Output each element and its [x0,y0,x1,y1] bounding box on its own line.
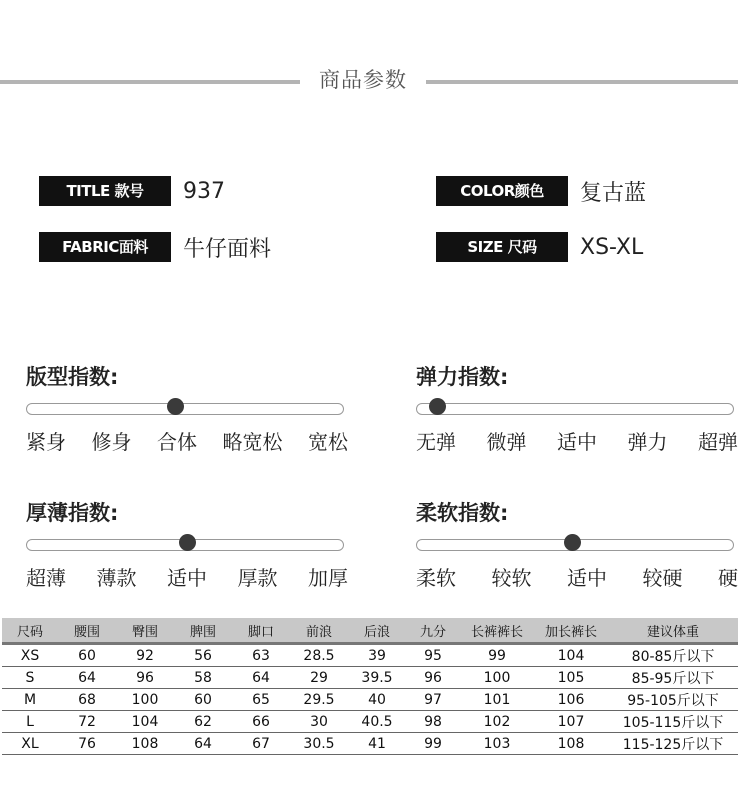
table-cell: 39.5 [348,667,406,689]
table-cell: 63 [232,644,290,667]
header-divider-right [426,80,738,84]
header-divider-left [0,80,300,84]
table-cell: 60 [174,689,232,711]
fit-label: 合体 [157,430,197,454]
thickness-label: 超薄 [26,566,66,590]
table-header-cell: 长裤裤长 [460,618,534,644]
section-title: 商品参数 [319,68,407,92]
size-table [2,618,738,755]
table-cell: 99 [460,644,534,667]
thickness-index-marker [179,534,196,551]
table-cell: 28.5 [290,644,348,667]
table-cell: 108 [534,733,608,755]
table-cell: 97 [406,689,460,711]
table-row [2,644,738,667]
param-fabric [39,232,271,262]
table-cell: 58 [174,667,232,689]
param-fabric-value: 牛仔面料 [183,236,272,262]
elastic-index-labels [416,426,738,455]
table-cell: 100 [116,689,174,711]
param-color-value: 复古蓝 [580,180,647,206]
table-row [2,667,738,689]
table-row [2,711,738,733]
table-header-cell: 脾围 [174,618,232,644]
table-cell: 60 [58,644,116,667]
param-size-label: SIZE 尺码 [436,232,568,262]
param-title-value: 937 [183,178,225,204]
table-header-cell: 前浪 [290,618,348,644]
table-cell: 68 [58,689,116,711]
param-title [39,176,225,206]
table-cell: 40 [348,689,406,711]
fit-label: 略宽松 [222,430,283,454]
param-fabric-label: FABRIC面料 [39,232,171,262]
table-cell: 39 [348,644,406,667]
elastic-label: 弹力 [627,430,668,454]
param-title-label: TITLE 款号 [39,176,171,206]
table-header-cell: 腰围 [58,618,116,644]
param-size-value: XS-XL [580,234,644,260]
softness-label: 柔软 [416,566,456,590]
table-row [2,689,738,711]
table-cell: 104 [116,711,174,733]
table-header-cell: 尺码 [2,618,58,644]
table-cell: 108 [116,733,174,755]
table-cell: 106 [534,689,608,711]
table-cell: 64 [174,733,232,755]
elastic-index-title: 弹力指数: [416,365,509,389]
elastic-index-marker [429,398,446,415]
table-cell: 105 [534,667,608,689]
table-cell: 67 [232,733,290,755]
thickness-label: 厚款 [237,566,278,590]
table-header-cell: 臀围 [116,618,174,644]
table-header-row [2,618,738,644]
elastic-label: 无弹 [416,430,456,454]
table-cell: 65 [232,689,290,711]
table-cell: 40.5 [348,711,406,733]
thickness-label: 加厚 [308,566,348,590]
fit-label: 紧身 [26,430,66,454]
table-cell: XS [2,644,58,667]
table-cell: 92 [116,644,174,667]
table-cell: 95-105斤以下 [608,689,738,711]
table-cell: 104 [534,644,608,667]
param-size [436,232,643,262]
table-cell: 85-95斤以下 [608,667,738,689]
softness-index-marker [564,534,581,551]
softness-label: 较硬 [642,566,683,590]
table-cell: 100 [460,667,534,689]
thickness-label: 薄款 [96,566,137,590]
fit-label: 宽松 [308,430,348,454]
table-cell: 103 [460,733,534,755]
table-cell: 30.5 [290,733,348,755]
fit-index-title: 版型指数: [26,365,119,389]
table-cell: 56 [174,644,232,667]
thickness-index-title: 厚薄指数: [26,501,119,525]
fit-index-track [26,403,344,415]
table-header-cell: 加长裤长 [534,618,608,644]
table-cell: 101 [460,689,534,711]
fit-label: 修身 [91,430,132,454]
table-cell: 98 [406,711,460,733]
table-header-cell: 脚口 [232,618,290,644]
softness-label: 硬 [718,566,738,590]
table-cell: 62 [174,711,232,733]
table-row [2,733,738,755]
table-cell: 66 [232,711,290,733]
table-cell: L [2,711,58,733]
table-cell: 30 [290,711,348,733]
table-cell: 64 [58,667,116,689]
table-cell: 76 [58,733,116,755]
elastic-index [416,362,738,454]
fit-index [26,362,348,454]
table-cell: 29.5 [290,689,348,711]
softness-label: 适中 [567,566,607,590]
elastic-label: 微弹 [486,430,527,454]
table-cell: S [2,667,58,689]
table-cell: 96 [116,667,174,689]
table-cell: 96 [406,667,460,689]
table-header-cell: 建议体重 [608,618,738,644]
elastic-label: 适中 [557,430,597,454]
table-cell: 107 [534,711,608,733]
table-cell: 41 [348,733,406,755]
thickness-label: 适中 [167,566,207,590]
thickness-index-labels [26,562,348,591]
table-cell: 80-85斤以下 [608,644,738,667]
table-cell: M [2,689,58,711]
table-cell: XL [2,733,58,755]
table-cell: 115-125斤以下 [608,733,738,755]
param-color [436,176,646,206]
table-cell: 72 [58,711,116,733]
param-color-label: COLOR颜色 [436,176,568,206]
fit-index-marker [167,398,184,415]
softness-index-title: 柔软指数: [416,501,509,525]
elastic-label: 超弹 [698,430,738,454]
softness-label: 较软 [491,566,532,590]
elastic-index-track [416,403,734,415]
table-cell: 64 [232,667,290,689]
table-header-cell: 后浪 [348,618,406,644]
table-cell: 99 [406,733,460,755]
table-cell: 95 [406,644,460,667]
softness-index-labels [416,562,738,591]
table-cell: 102 [460,711,534,733]
table-header-cell: 九分 [406,618,460,644]
softness-index [416,498,738,590]
fit-index-labels [26,426,348,455]
thickness-index [26,498,348,590]
table-cell: 29 [290,667,348,689]
table-cell: 105-115斤以下 [608,711,738,733]
